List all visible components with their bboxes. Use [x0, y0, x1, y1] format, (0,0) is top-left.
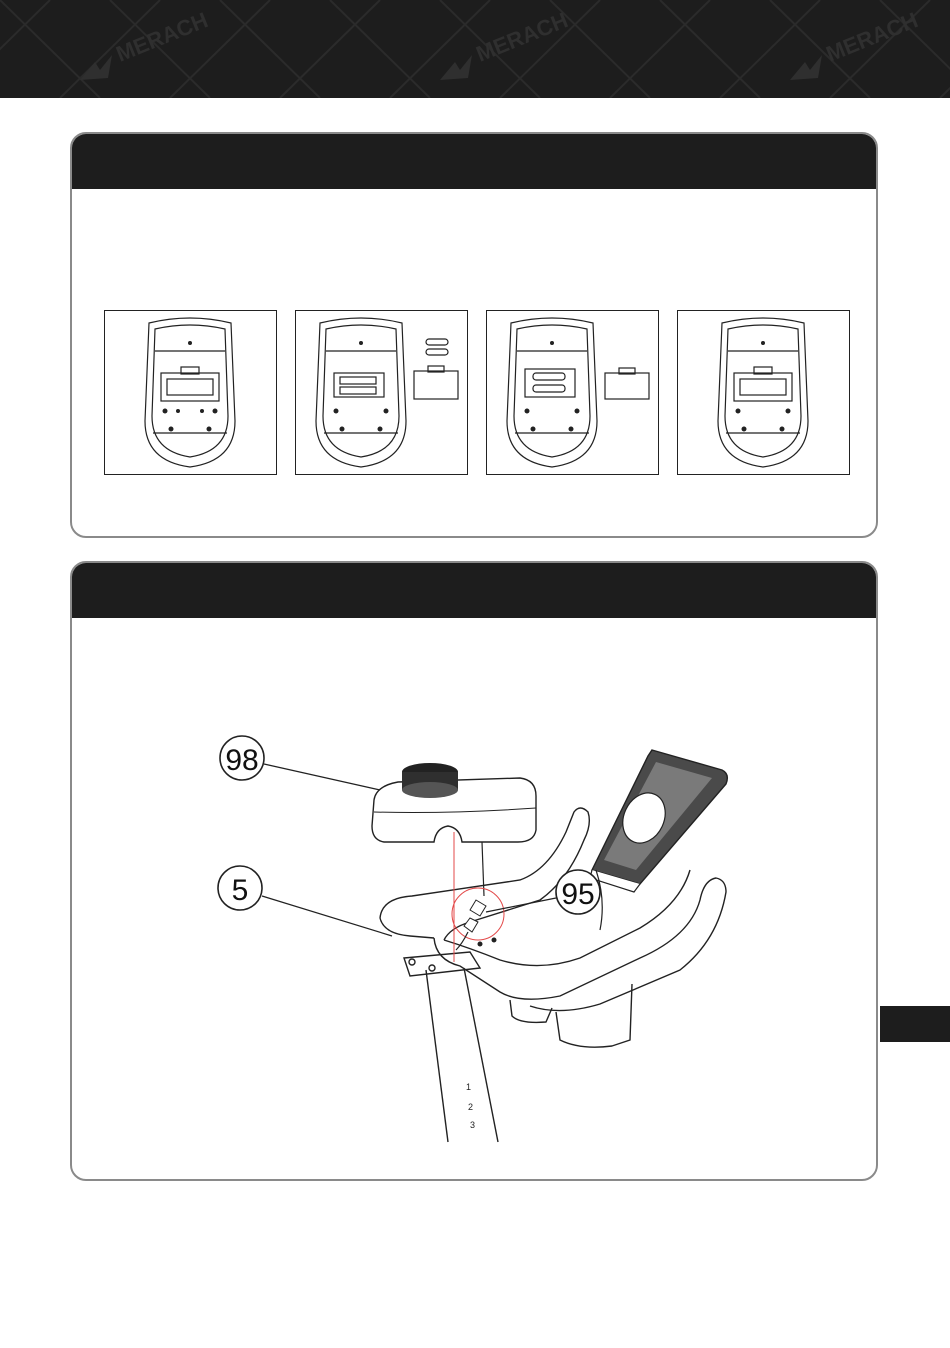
callout-5-label: 5: [231, 874, 249, 907]
height-scale-number: 2: [468, 1102, 474, 1112]
banner-brand-text: MERACH: [472, 7, 572, 67]
upright-post: [404, 952, 498, 1142]
banner-brand-text: MERACH: [822, 7, 922, 67]
tablet-holder: [590, 750, 727, 930]
callout-98: [220, 736, 380, 790]
cable-connector: [452, 832, 504, 962]
height-scale-number: 3: [470, 1120, 476, 1130]
height-scale-number: 1: [466, 1082, 472, 1092]
callout-95-label: 95: [561, 878, 595, 911]
banner-brand-text: MERACH: [112, 7, 212, 67]
callout-98-label: 98: [225, 744, 259, 777]
callout-5: [218, 866, 392, 936]
page-side-tab: [880, 1006, 950, 1042]
